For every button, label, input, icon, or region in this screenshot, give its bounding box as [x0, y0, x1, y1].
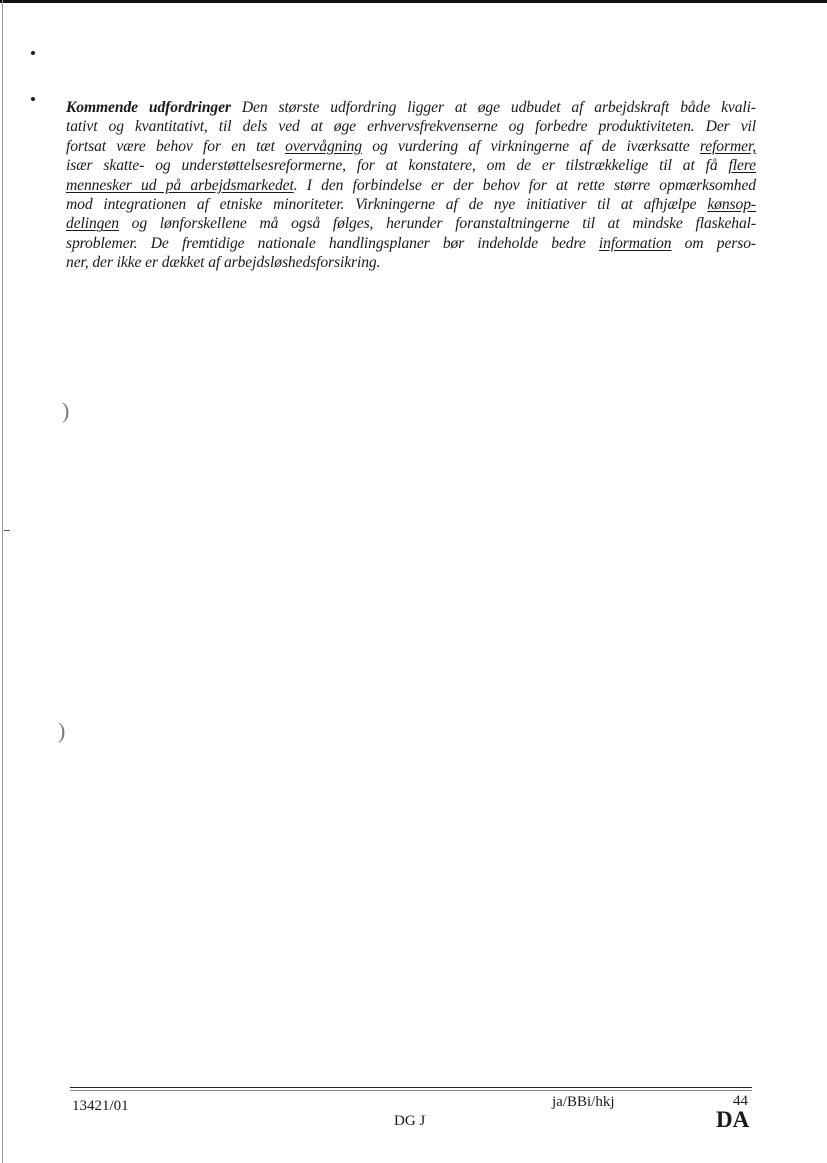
punch-hole-mark: ) — [62, 398, 70, 423]
text-segment: ner, der ikke er dækket af arbejdsløshedsforsikring. — [66, 254, 381, 272]
text-line — [66, 234, 756, 253]
text-segment: især skatte- og understøttelsesreformerne, for at konstatere, om de er tilstrækkelige til at få — [66, 157, 729, 175]
margin-dot — [31, 51, 35, 55]
section-heading: Kommende udfordringer — [66, 99, 231, 116]
page-number: 44 — [733, 1093, 748, 1109]
text-segment: og vurdering af virkningerne af de iværksatte — [362, 137, 700, 155]
text-line — [66, 98, 756, 117]
text-line — [66, 176, 756, 195]
text-segment: mod integrationen af etniske minoriteter. Virkningerne af de nye initiativer til at afhjælpe — [66, 196, 708, 214]
margin-dot — [31, 97, 35, 101]
text-segment: fortsat være behov for en tæt — [66, 137, 286, 155]
body-paragraph — [66, 98, 756, 273]
punch-hole-mark: ) — [58, 718, 66, 743]
underlined-phrase: overvågning — [285, 137, 362, 155]
author-initials: ja/BBi/hkj — [552, 1094, 615, 1110]
underlined-phrase: reformer, — [699, 137, 756, 155]
text-segment: om perso- — [671, 234, 756, 252]
text-line — [66, 117, 756, 136]
text-line — [66, 253, 756, 272]
text-line — [66, 214, 756, 233]
directorate: DG J — [394, 1113, 426, 1129]
footer-rule — [70, 1087, 752, 1088]
language-code: DA — [716, 1107, 750, 1132]
underlined-phrase: information — [598, 234, 672, 252]
text-line — [66, 137, 756, 156]
text-line — [66, 195, 756, 214]
margin-tick — [4, 530, 10, 531]
underlined-phrase: mennesker ud på arbejdsmarkedet — [66, 176, 294, 194]
text-segment: tativt og kvantitativt, til dels ved at øge erhvervsfrekvenserne og forbedre produktiviteten. Der vil — [66, 118, 756, 136]
top-border-line — [0, 0, 827, 3]
document-number: 13421/01 — [72, 1098, 129, 1114]
text-segment: Den største udfordring ligger at øge udbudet af arbejdskraft både kvali- — [230, 99, 756, 116]
text-segment: og lønforskellene må også følges, herunder foranstaltningerne til at mindske flaskehal- — [118, 215, 756, 233]
underlined-phrase: flere — [728, 157, 756, 175]
text-line — [66, 156, 756, 175]
text-segment: . I den forbindelse er der behov for at rette større opmærksomhed — [293, 176, 756, 194]
underlined-phrase: delingen — [66, 215, 119, 233]
left-scan-edge — [2, 0, 3, 1163]
footer-rule — [70, 1090, 752, 1091]
underlined-phrase: kønsop- — [707, 196, 756, 214]
text-segment: sproblemer. De fremtidige nationale handlingsplaner bør indeholde bedre — [66, 234, 599, 252]
